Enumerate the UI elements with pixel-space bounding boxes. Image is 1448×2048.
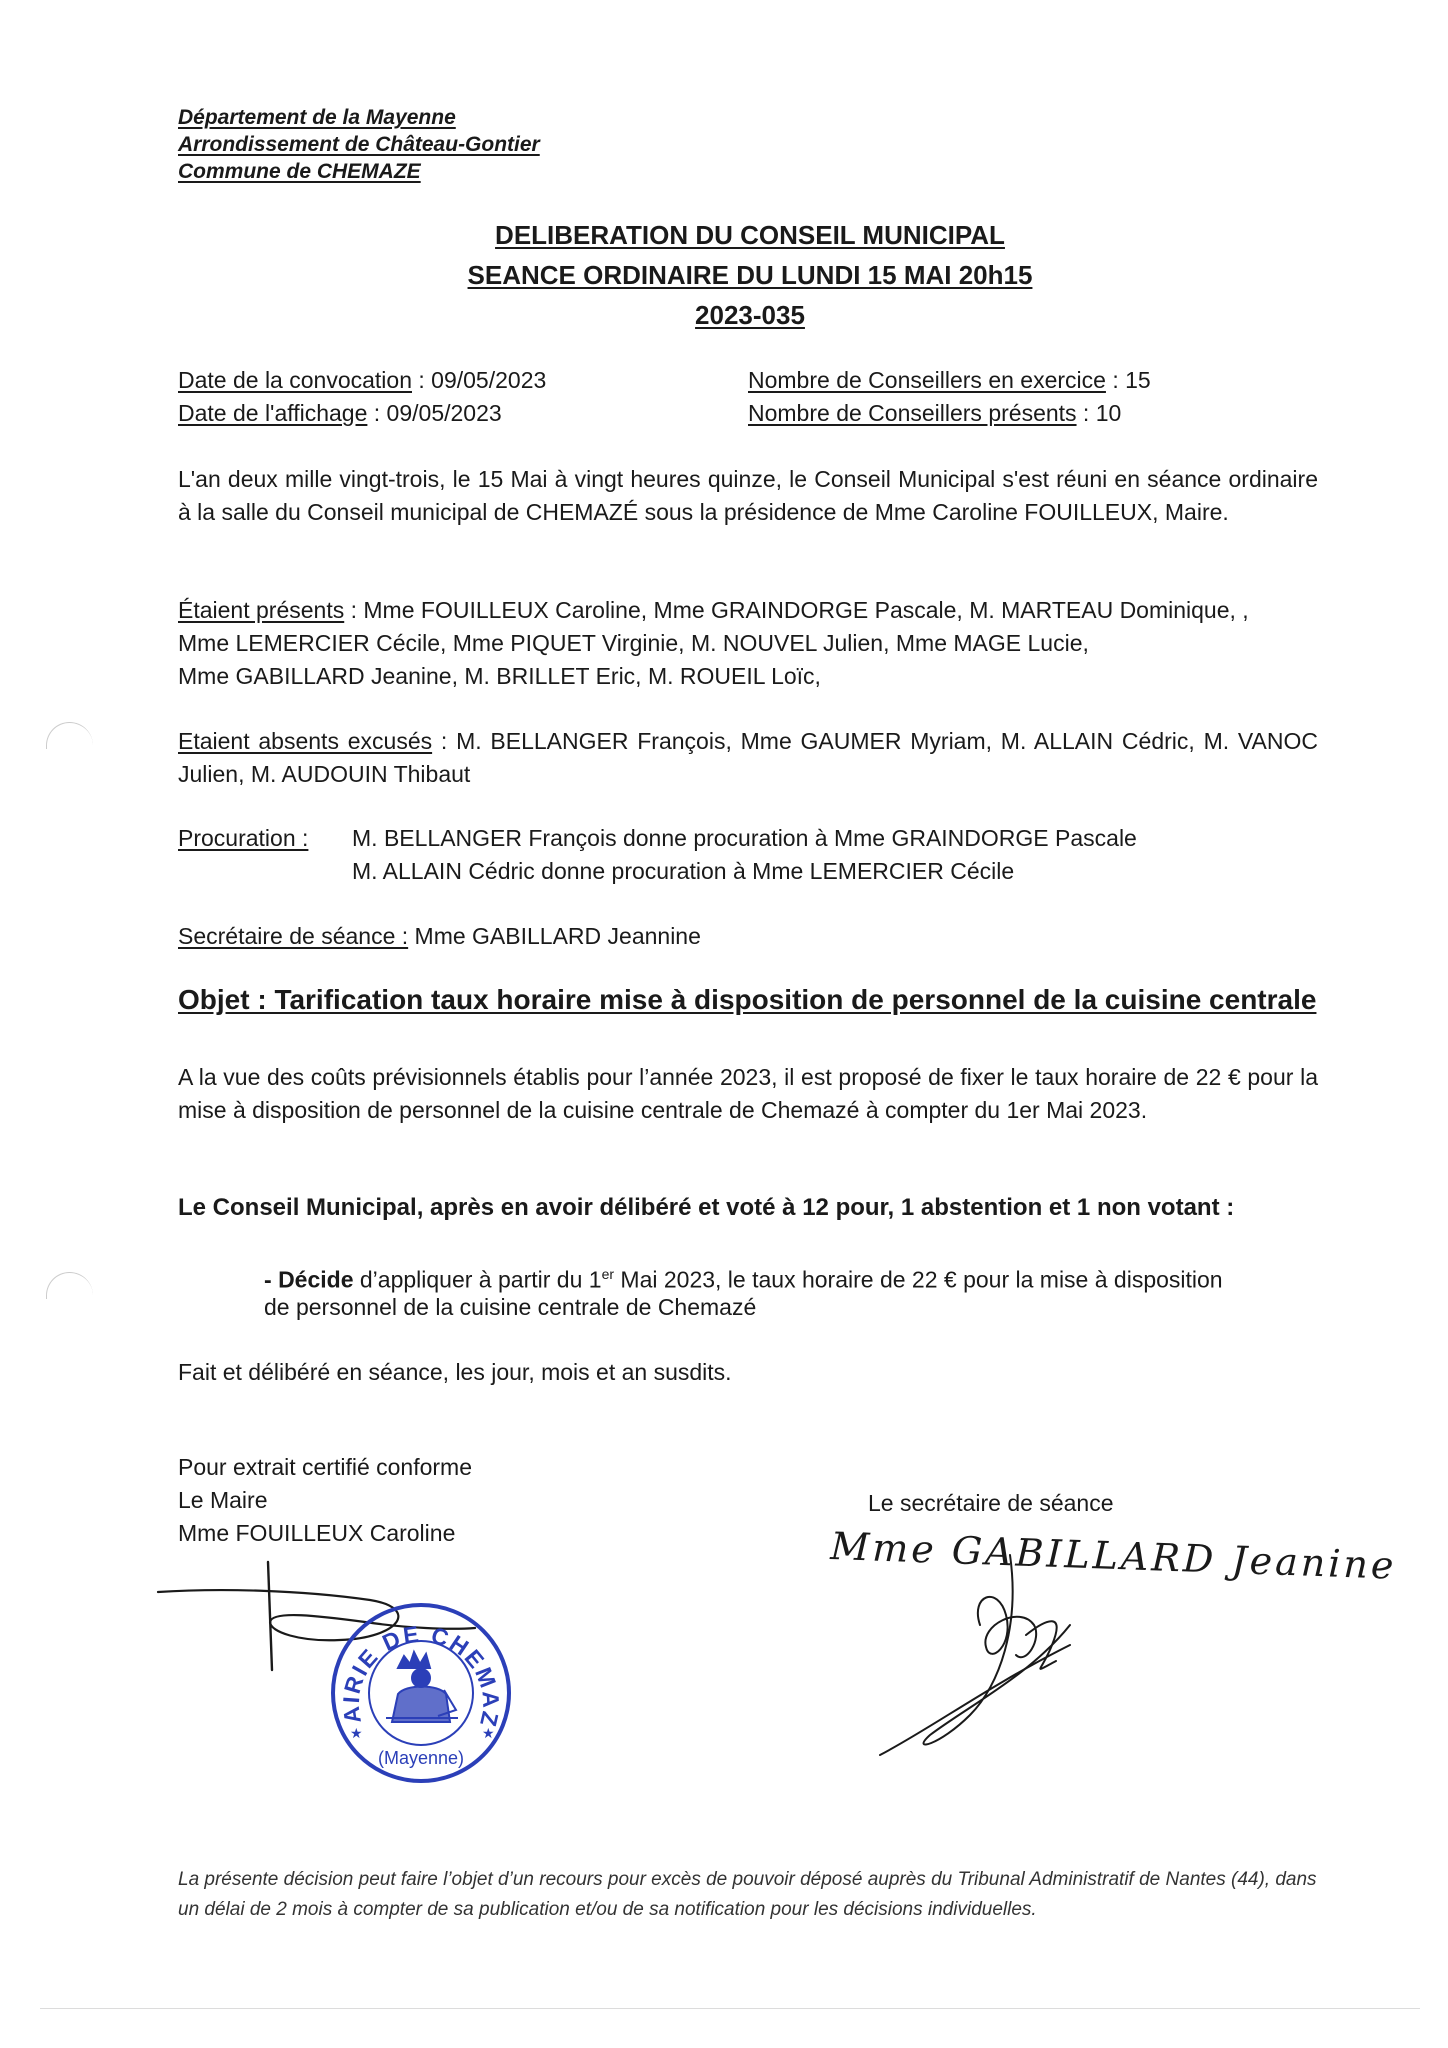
- procuration-label: Procuration :: [178, 825, 309, 851]
- punch-hole-mark: [46, 722, 93, 749]
- maire-name: Mme FOUILLEUX Caroline: [178, 1520, 456, 1546]
- title-number: 2023-035: [695, 300, 805, 330]
- svg-text:★: ★: [482, 1726, 495, 1742]
- header-arrondissement: Arrondissement de Château-Gontier: [178, 133, 540, 156]
- title-deliberation: DELIBERATION DU CONSEIL MUNICIPAL: [495, 220, 1005, 250]
- certified-extract-label: Pour extrait certifié conforme: [178, 1454, 473, 1480]
- objet-heading: Objet : Tarification taux horaire mise à disposition de personnel de la cuisine centrale: [178, 984, 1317, 1015]
- secretaire-label: Le secrétaire de séance: [868, 1490, 1114, 1516]
- conseillers-presents: Nombre de Conseillers présents : 10: [748, 400, 1122, 426]
- affichage-date: Date de l'affichage : 09/05/2023: [178, 400, 502, 426]
- conseillers-exercice: Nombre de Conseillers en exercice : 15: [748, 367, 1151, 393]
- fait-statement: Fait et délibéré en séance, les jour, mois et an susdits.: [178, 1359, 732, 1385]
- title-seance: SEANCE ORDINAIRE DU LUNDI 15 MAI 20h15: [467, 260, 1033, 290]
- secretaire-seance: Secrétaire de séance : Mme GABILLARD Jeannine: [178, 923, 701, 949]
- absents-paragraph: Etaient absents excusés : M. BELLANGER François, Mme GAUMER Myriam, M. ALLAIN Cédric, M. VANOC Julien, M. AUDOUIN Thibaut: [178, 728, 1318, 787]
- header-commune: Commune de CHEMAZE: [178, 160, 421, 183]
- decision-line-1: - Décide d’appliquer à partir du 1er Mai 2023, le taux horaire de 22 € pour la mise à disposition: [264, 1266, 1223, 1293]
- vote-statement: Le Conseil Municipal, après en avoir délibéré et voté à 12 pour, 1 abstention et 1 non votant :: [178, 1194, 1235, 1221]
- svg-text:★: ★: [350, 1726, 363, 1742]
- procuration-line-1: M. BELLANGER François donne procuration à Mme GRAINDORGE Pascale: [352, 825, 1137, 851]
- secretary-signature: [820, 1515, 1398, 1775]
- scan-edge-line: [40, 2008, 1420, 2009]
- mairie-stamp: [315, 1577, 516, 1788]
- presents-line-3: Mme GABILLARD Jeanine, M. BRILLET Eric, M. ROUEIL Loïc,: [178, 663, 821, 689]
- maire-label: Le Maire: [178, 1487, 268, 1513]
- presents-line-1: Étaient présents : Mme FOUILLEUX Caroline, Mme GRAINDORGE Pascale, M. MARTEAU Dominique, ,: [178, 597, 1249, 623]
- header-departement: Département de la Mayenne: [178, 106, 456, 129]
- stamp-text: MAIRIE DE CHEMAZE: [315, 1577, 505, 1731]
- presents-line-2: Mme LEMERCIER Cécile, Mme PIQUET Virginie, M. NOUVEL Julien, Mme MAGE Lucie,: [178, 630, 1089, 656]
- stamp-subtext: (Mayenne): [377, 1748, 465, 1768]
- intro-paragraph: L'an deux mille vingt-trois, le 15 Mai à vingt heures quinze, le Conseil Municipal s'est réuni en séance ordinaire à la salle du Conseil municipal de CHEMAZÉ sous la présidence de Mme Caroline FOUILLEUX, Maire.: [178, 466, 1318, 525]
- secretary-handwritten-name: Mme GABILLARD Jeanine: [829, 1524, 1398, 1588]
- procuration-line-2: M. ALLAIN Cédric donne procuration à Mme LEMERCIER Cécile: [352, 858, 1015, 884]
- proposal-paragraph: A la vue des coûts prévisionnels établis pour l’année 2023, il est proposé de fixer le taux horaire de 22 € pour la mise à disposition de personnel de la cuisine centrale de Chemazé à compter du 1er Mai 2023.: [178, 1064, 1318, 1123]
- decision-line-2: de personnel de la cuisine centrale de Chemazé: [264, 1294, 757, 1320]
- legal-notice: La présente décision peut faire l’objet d’un recours pour excès de pouvoir déposé auprès du Tribunal Administratif de Nantes (44), dans un délai de 2 mois à compter de sa publication et/ou de sa notification pour les décisions individuelles.: [178, 1869, 1317, 1920]
- punch-hole-mark: [46, 1272, 93, 1299]
- convocation-date: Date de la convocation : 09/05/2023: [178, 367, 547, 393]
